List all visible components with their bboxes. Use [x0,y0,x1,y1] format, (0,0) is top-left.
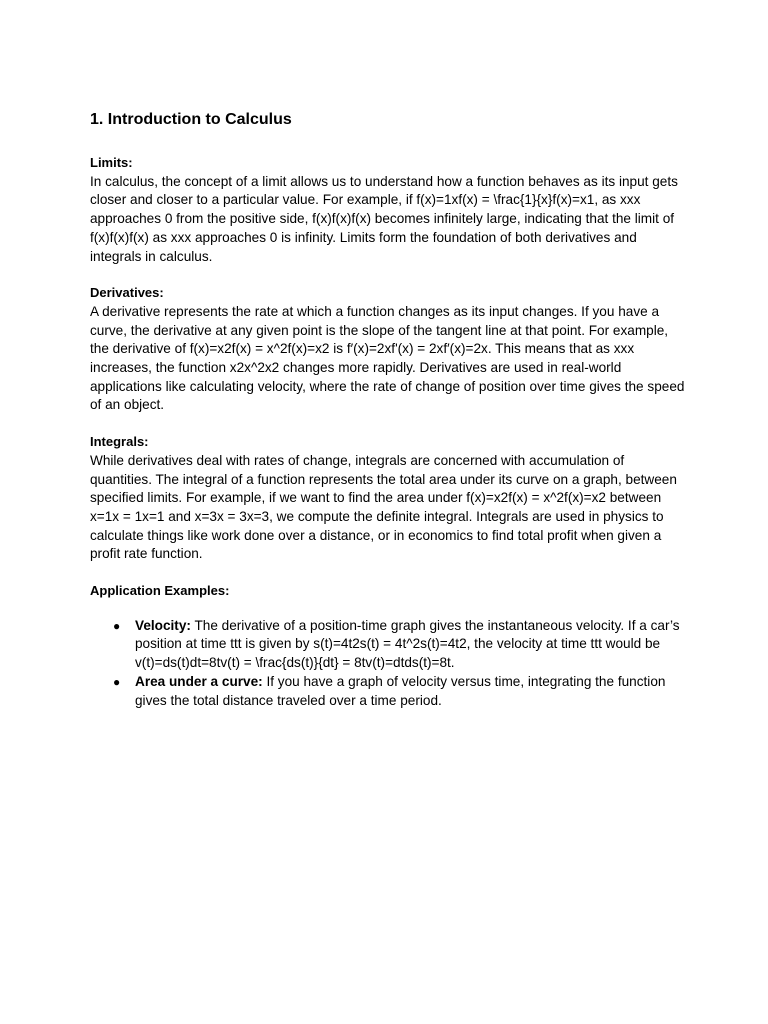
section-limits [90,154,686,266]
list-item-area-under-curve [90,673,686,710]
section-heading-integrals: Integrals: [90,434,149,450]
application-list [90,617,686,711]
document-page [90,108,686,728]
bullet-icon: ● [113,618,121,633]
list-item-text: The derivative of a position-time graph gives the instantaneous velocity. If a car’s position at time ttt is given by s(t)=4t2s(t) = 4t^2s(t)=4t2, the velocity at time ttt would be v(t)=ds(t)dt=8tv(t) = \frac{ds(t)}{dt} = 8tv(t)=dtds(t)=8t. [135,617,680,671]
bullet-icon: ● [113,674,121,689]
section-body-integrals: While derivatives deal with rates of change, integrals are concerned with accumulation of quantities. The integral of a function represents the total area under its curve on a graph, between specified limits. For example, if we want to find the area under f(x)=x2f(x) = x^2f(x)=x2 between x=1x = 1x=1 and x=3x = 3x=3, we compute the definite integral. Integrals are used in physics to calculate things like work done over a distance, or in economics to find total profit when given a profit rate function. [90,452,677,562]
section-integrals [90,433,686,564]
section-heading-derivatives: Derivatives: [90,285,164,301]
section-heading-limits: Limits: [90,155,133,170]
document-title: 1. Introduction to Calculus [90,111,292,128]
list-item-term: Velocity: [135,617,191,633]
section-body-limits: In calculus, the concept of a limit allows us to understand how a function behaves as its input gets closer and closer to a particular value. For example, if f(x)=1xf(x) = \frac{1}{x}f(x)=x1, as xxx approaches 0 from the positive side, f(x)f(x)f(x) becomes infinitely large, indicating that the limit of f(x)f(x)f(x) as xxx approaches 0 is infinity. Limits form the foundation of both derivatives and integrals in calculus. [90,173,678,264]
section-derivatives [90,284,686,415]
section-heading-applications: Application Examples: [90,583,230,599]
list-item-text: If you have a graph of velocity versus time, integrating the function gives the total distance traveled over a time period. [135,673,666,708]
list-item-term: Area under a curve: [135,673,263,689]
list-item-velocity [90,617,686,673]
section-body-derivatives: A derivative represents the rate at which a function changes as its input changes. If you have a curve, the derivative at any given point is the slope of the tangent line at that point. For example, the derivative of f(x)=x2f(x) = x^2f(x)=x2 is f′(x)=2xf'(x) = 2xf′(x)=2x. This means that as xxx increases, the function x2x^2x2 changes more rapidly. Derivatives are used in real-world applications like calculating velocity, where the rate of change of position over time gives the speed of an object. [90,303,685,413]
section-applications [90,582,686,710]
